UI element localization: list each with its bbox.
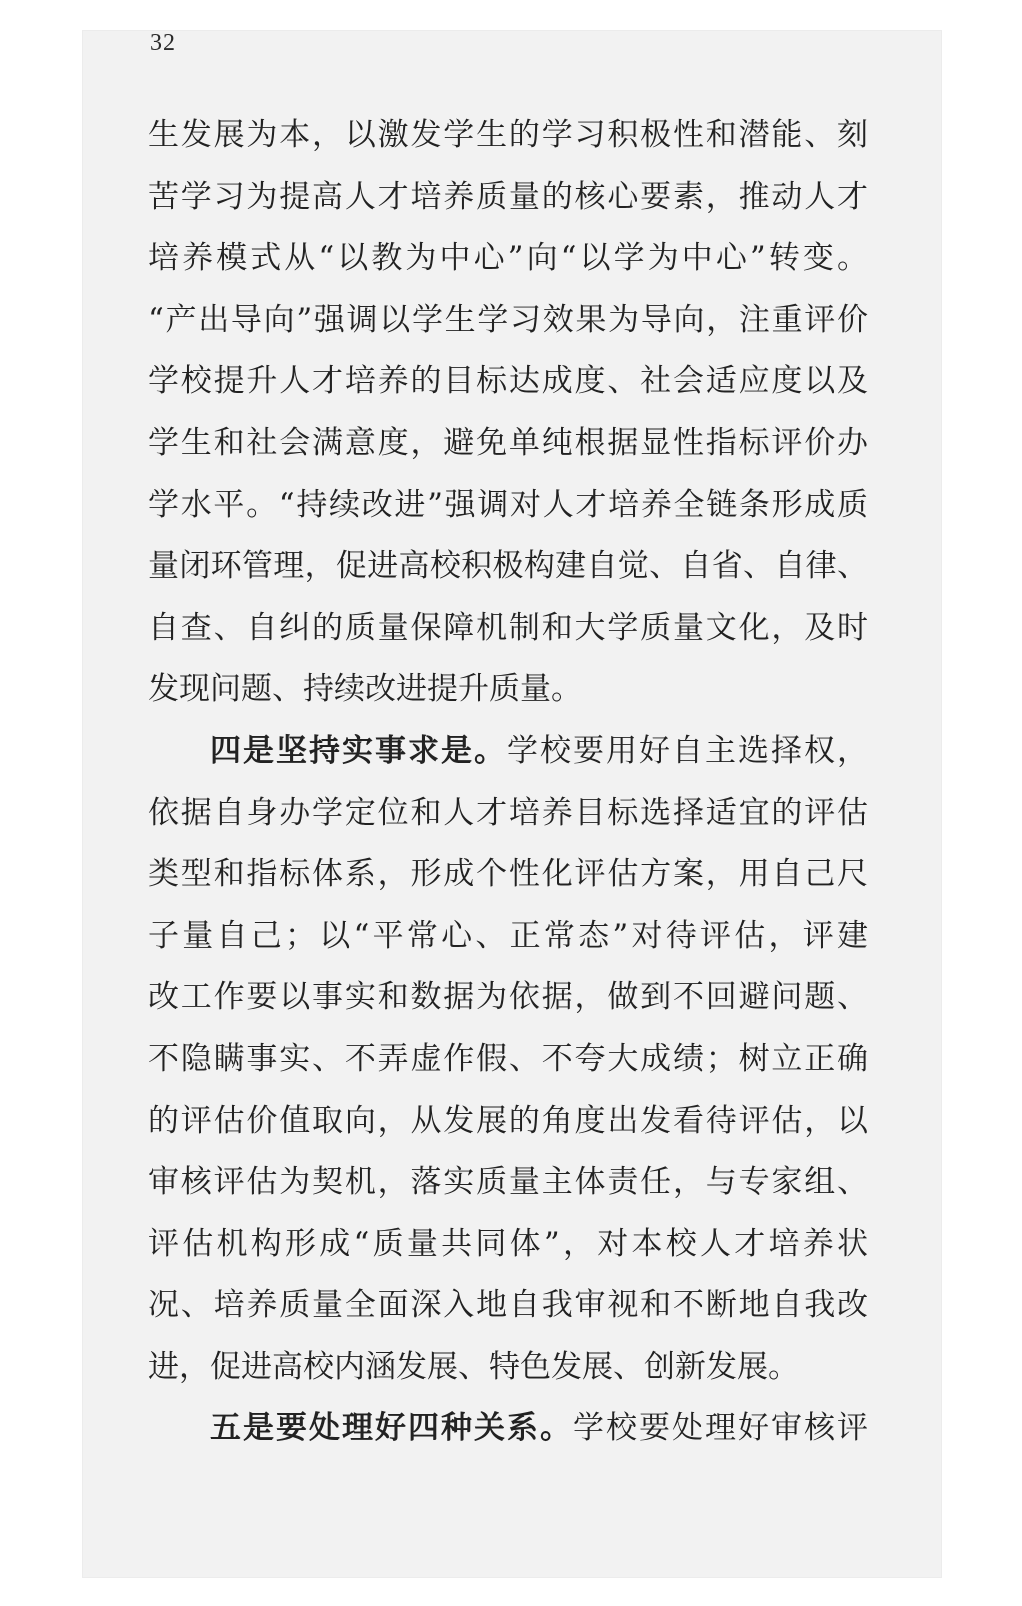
text-line: 学校提升人才培养的目标达成度、社会适应度以及	[148, 363, 868, 400]
text-line: 依据自身办学定位和人才培养目标选择适宜的评估	[148, 794, 868, 831]
text-line: 生发展为本，以激发学生的学习积极性和潜能、刻	[148, 117, 868, 153]
text-line: 改工作要以事实和数据为依据，做到不回避问题、	[148, 979, 868, 1016]
text-line: 子量自己；以“平常心、正常态”对待评估，评建	[148, 917, 868, 954]
text-line: 类型和指标体系，形成个性化评估方案，用自己尺	[148, 856, 868, 893]
text-line: 的评估价值取向，从发展的角度出发看待评估，以	[148, 1102, 868, 1139]
paragraph-text: 学校要处理好审核评	[573, 1410, 868, 1447]
paragraph-start-line	[148, 721, 868, 783]
paragraph-heading: 四是坚持实事求是。	[210, 732, 507, 769]
text-line: 发现问题、持续改进提升质量。	[148, 671, 582, 708]
text-line: 况、培养质量全面深入地自我审视和不断地自我改	[148, 1287, 868, 1324]
text-line: 苦学习为提高人才培养质量的核心要素，推动人才	[148, 178, 868, 215]
text-line: “产出导向”强调以学生学习效果为导向，注重评价	[148, 301, 868, 338]
paragraph-text: 学校要用好自主选择权，	[507, 732, 868, 769]
text-line: 自查、自纠的质量保障机制和大学质量文化，及时	[148, 609, 868, 646]
text-line: 进，促进高校内涵发展、特色发展、创新发展。	[148, 1348, 799, 1385]
paragraph-heading: 五是要处理好四种关系。	[210, 1410, 573, 1447]
text-line: 量闭环管理，促进高校积极构建自觉、自省、自律、	[148, 548, 868, 585]
page-number: 32	[150, 30, 176, 56]
paragraph-start-line	[148, 1398, 868, 1460]
text-line: 学水平。“持续改进”强调对人才培养全链条形成质	[148, 486, 868, 523]
text-line: 培养模式从“以教为中心”向“以学为中心”转变。	[148, 240, 868, 277]
body-text	[148, 105, 868, 1460]
text-line: 学生和社会满意度，避免单纯根据显性指标评价办	[148, 424, 868, 461]
text-line: 审核评估为契机，落实质量主体责任，与专家组、	[148, 1164, 868, 1201]
text-line: 评估机构形成“质量共同体”，对本校人才培养状	[148, 1225, 868, 1262]
text-line: 不隐瞒事实、不弄虚作假、不夸大成绩；树立正确	[148, 1040, 868, 1077]
